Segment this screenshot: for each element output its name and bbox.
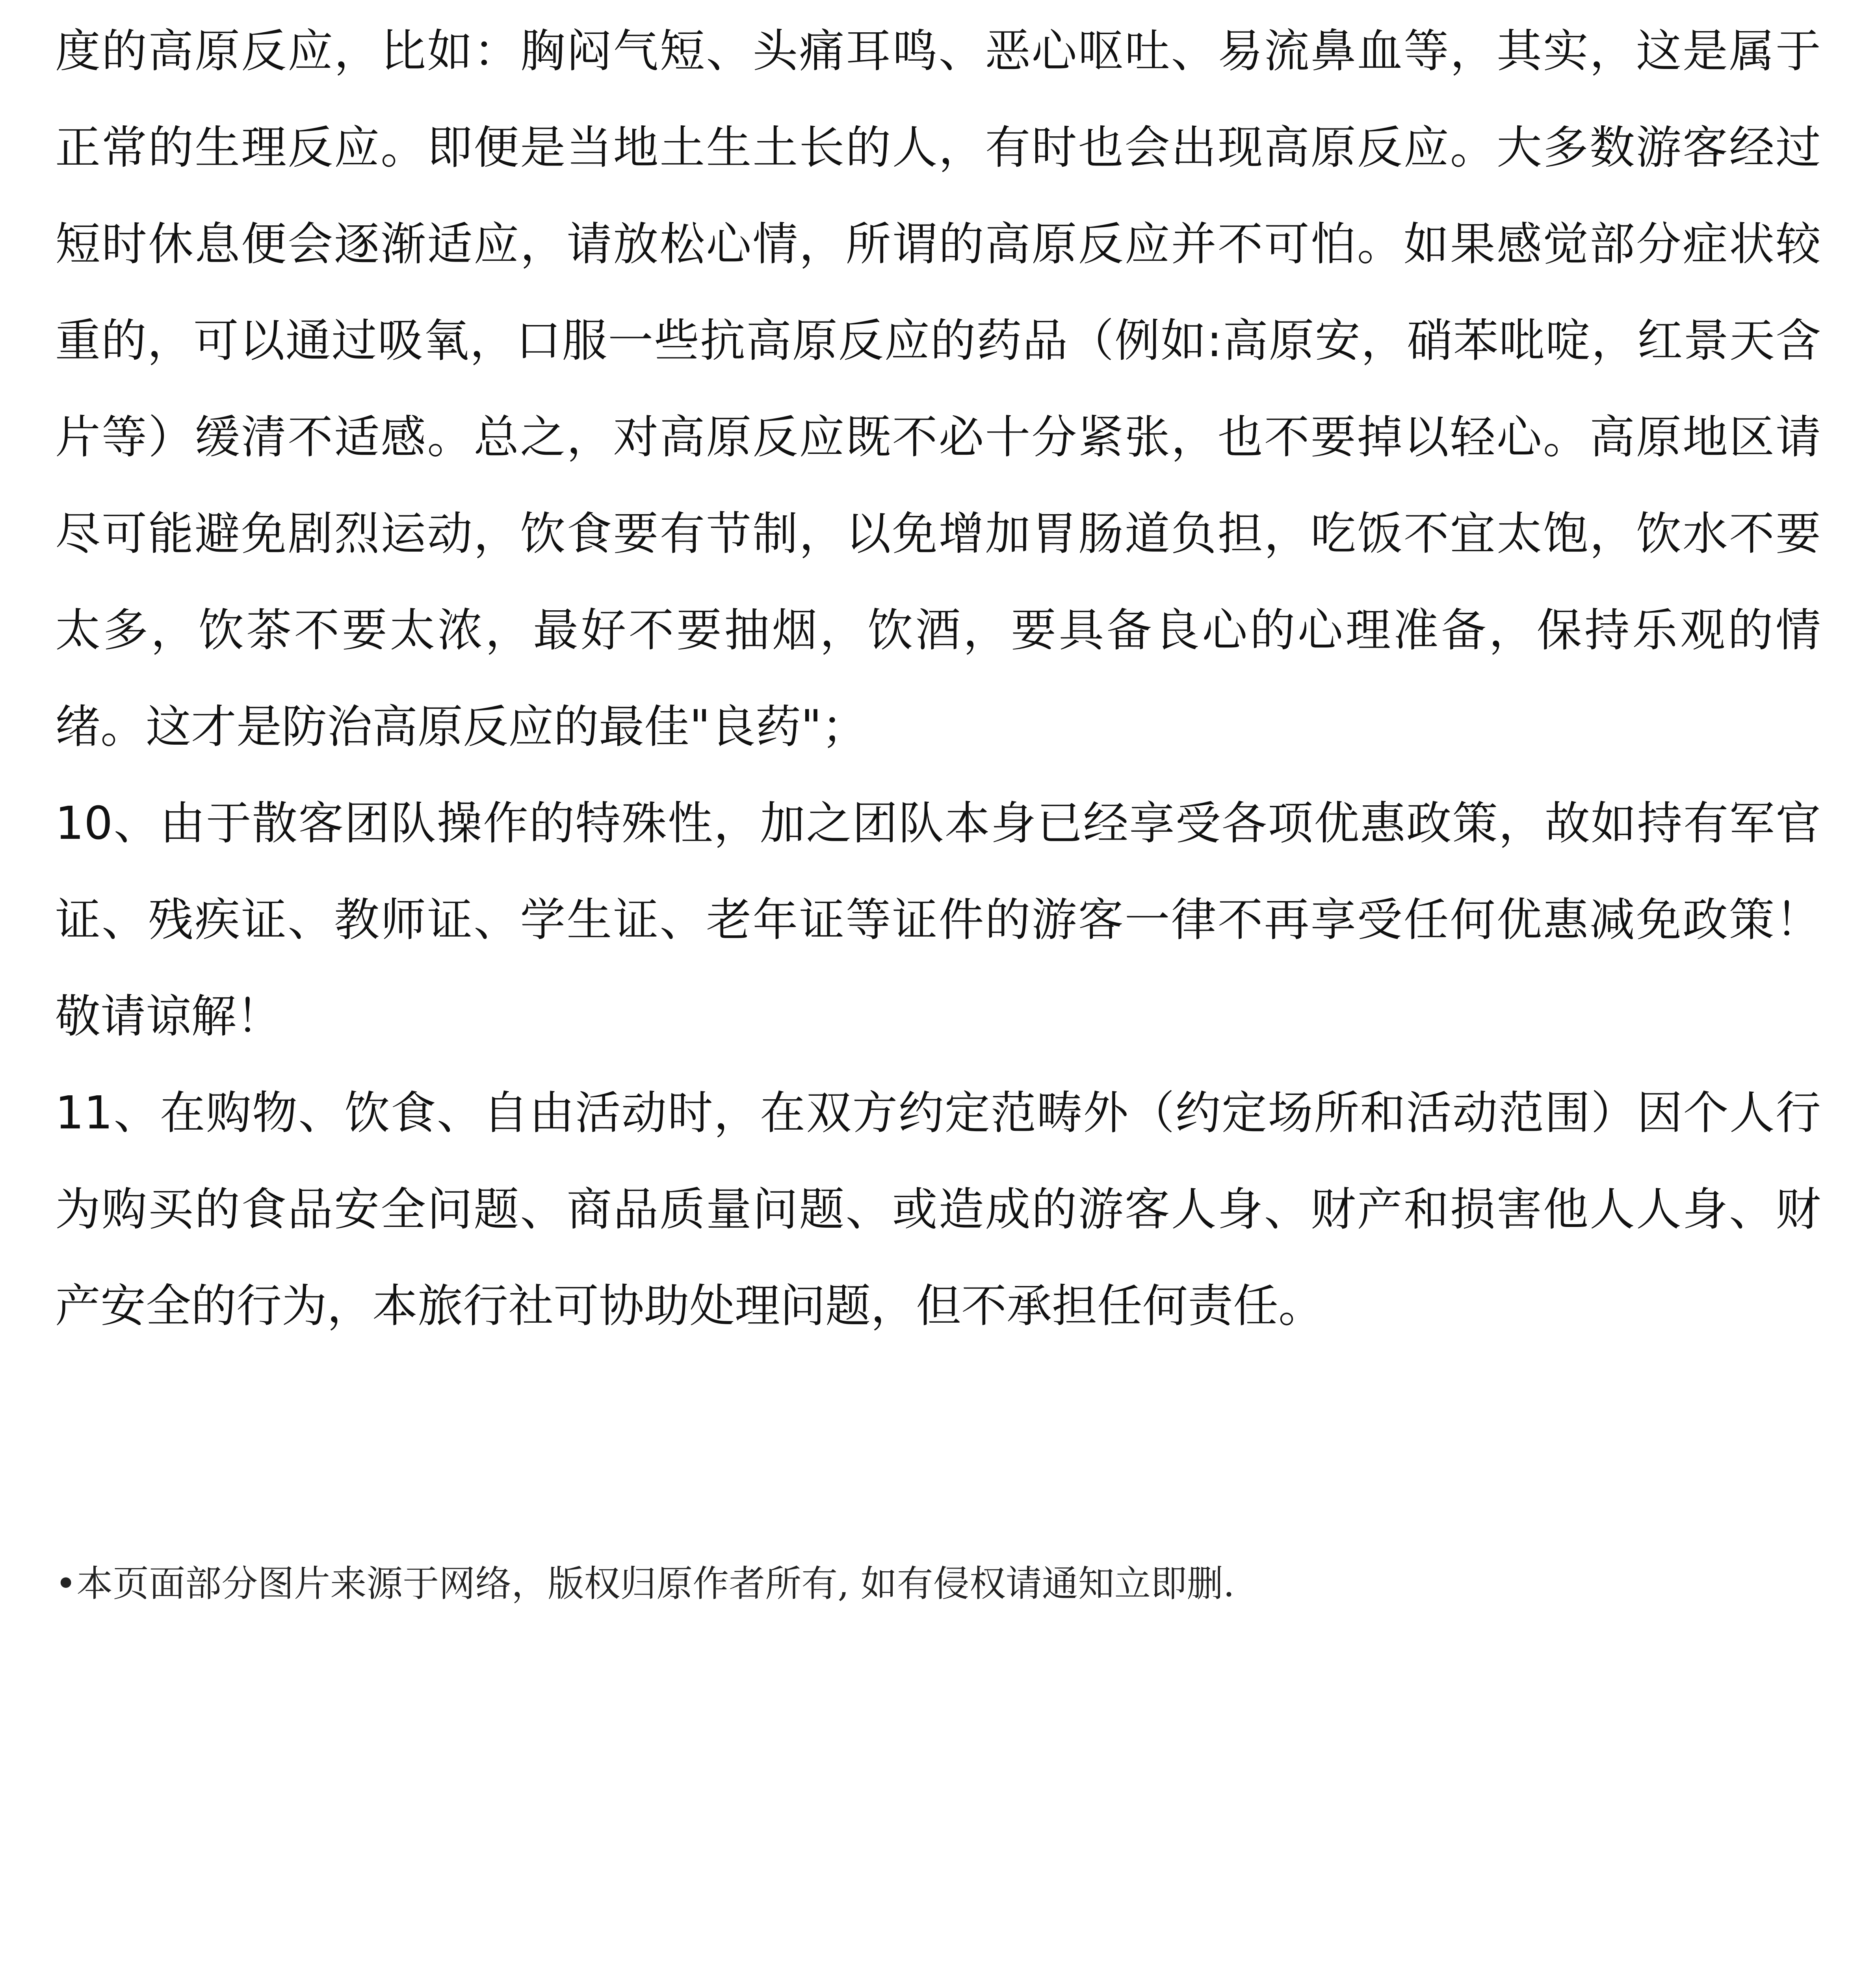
paragraph-altitude-sickness: 度的高原反应，比如：胸闷气短、头痛耳鸣、恶心呕吐、易流鼻血等，其实，这是属于正常的生理反应。即便是当地土生土长的人，有时也会出现高原反应。大多数游客经过短时休息便会逐渐适应，请放松心情，所谓的高原反应并不可怕。如果感觉部分症状较重的，可以通过吸氧，口服一些抗高原反应的药品（例如:高原安，硝苯吡啶，红景天含片等）缓清不适感。总之，对高原反应既不必十分紧张，也不要掉以轻心。高原地区请尽可能避免剧烈运动，饮食要有节制，以免增加胃肠道负担，吃饭不宜太饱，饮水不要太多，饮茶不要太浓，最好不要抽烟，饮酒，要具备良心的心理准备，保持乐观的情绪。这才是防治高原反应的最佳"良药"；	[55, 25, 1821, 753]
paragraph-item-10: 10、由于散客团队操作的特殊性，加之团队本身已经享受各项优惠政策，故如持有军官证、残疾证、教师证、学生证、老年证等证件的游客一律不再享受任何优惠减免政策！敬请谅解！	[55, 797, 1821, 1043]
paragraph-item-11: 11、在购物、饮食、自由活动时，在双方约定范畴外（约定场所和活动范围）因个人行为购买的食品安全问题、商品质量问题、或造成的游客人身、财产和损害他人人身、财产安全的行为，本旅行社可协助处理问题，但不承担任何责任。	[55, 1087, 1821, 1333]
copyright-notice: •本页面部分图片来源于网络，版权归原作者所有, 如有侵权请通知立即删.	[55, 1563, 1235, 1605]
document-body	[55, 3, 1821, 1355]
